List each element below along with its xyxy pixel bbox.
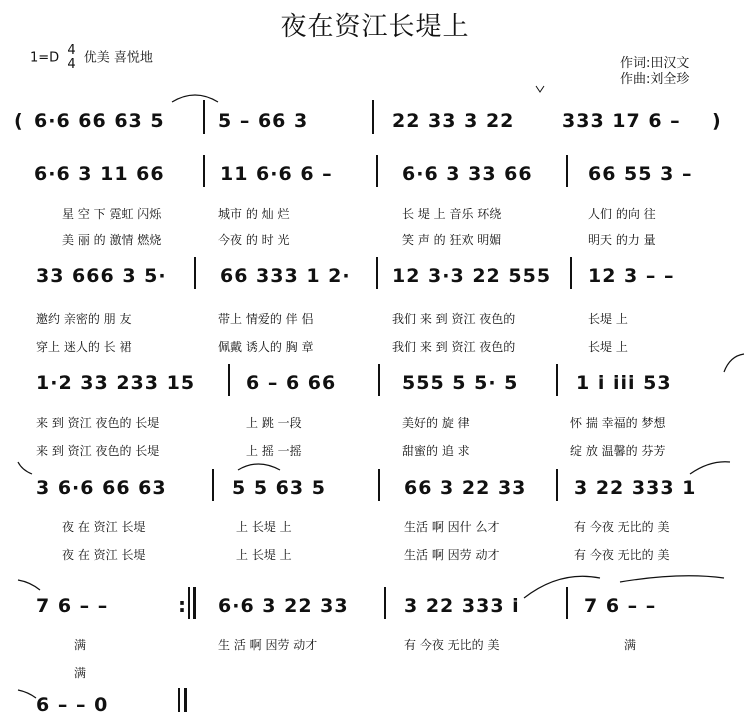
lyric-line: 我们 来 到 资江 夜色的 <box>392 312 516 326</box>
key-label: 1=D <box>30 50 60 66</box>
slur <box>18 462 32 474</box>
slur <box>238 464 280 470</box>
measure-group: 66 55 3 – <box>588 163 693 185</box>
measure-group: 7 6 – – <box>36 595 109 617</box>
slur <box>690 462 730 474</box>
lyric-line: 甜蜜的 追 求 <box>402 444 470 458</box>
measure-group: 1·2 33 233 15 <box>36 372 196 394</box>
lyric-line: 长堤 上 <box>588 312 628 326</box>
lyric-line: 有 今夜 无比的 美 <box>404 638 500 652</box>
lyric-line: 美 丽 的 激情 燃烧 <box>62 233 162 247</box>
lyric-line: 上 跳 一段 <box>246 416 302 430</box>
lyric-line: 有 今夜 无比的 美 <box>574 548 670 562</box>
lyric-line: 邀约 亲密的 朋 友 <box>36 312 132 326</box>
measure-group: 11 6·6 6 – <box>220 163 333 185</box>
lyric-line: 上 摇 一摇 <box>246 444 302 458</box>
measure-group: 6·6 3 22 33 <box>218 595 349 617</box>
repeat-open-paren: ( <box>14 110 24 132</box>
measure-group: 555 5 5· 5 <box>402 372 519 394</box>
slur <box>172 95 218 102</box>
lyric-line: 城市 的 灿 烂 <box>218 207 290 221</box>
song-title: 夜在资江长堤上 <box>280 12 470 42</box>
lyric-line: 我们 来 到 资江 夜色的 <box>392 340 516 354</box>
measure-group: 12 3 – – <box>588 265 675 287</box>
measure-group: 22 33 3 22 <box>392 110 515 132</box>
slur <box>724 354 744 372</box>
lyric-line: 生活 啊 因劳 动才 <box>404 548 500 562</box>
lyric-line: 有 今夜 无比的 美 <box>574 520 670 534</box>
measure-group: 6 – 6 66 <box>246 372 337 394</box>
lyric-line: 怀 揣 幸福的 梦想 <box>570 416 666 430</box>
measure-group: 12 3·3 22 555 <box>392 265 552 287</box>
lyric-line: 夜 在 资江 长堤 <box>62 520 146 534</box>
repeat-dots: : <box>178 593 186 617</box>
lyric-line: 生活 啊 因什 么才 <box>404 520 500 534</box>
measure-group: 6 – – 0 <box>36 694 109 716</box>
lyric-line: 夜 在 资江 长堤 <box>62 548 146 562</box>
measure-group: 3 22 333 i <box>404 595 520 617</box>
measure-group: 1 i iii 53 <box>576 372 672 394</box>
lyric-line: 绽 放 温馨的 芬芳 <box>570 444 666 458</box>
lyric-line: 满 <box>74 666 87 680</box>
lyric-line: 满 <box>624 638 637 652</box>
lyric-line: 长堤 上 <box>588 340 628 354</box>
slur <box>620 576 724 582</box>
measure-group: 66 3 22 33 <box>404 477 527 499</box>
measure-group: 3 6·6 66 63 <box>36 477 167 499</box>
lyric-line: 满 <box>74 638 87 652</box>
lyric-line: 星 空 下 霓虹 闪烁 <box>62 207 162 221</box>
measure-group: 333 17 6 – <box>562 110 681 132</box>
measure-group: 5 5 63 5 <box>232 477 326 499</box>
lyric-line: 长 堤 上 音乐 环绕 <box>402 207 502 221</box>
slur <box>524 576 600 598</box>
measure-group: 66 333 1 2· <box>220 265 351 287</box>
lyric-line: 带上 情爱的 伴 侣 <box>218 312 314 326</box>
lyric-line: 笑 声 的 狂欢 明媚 <box>402 233 502 247</box>
tempo-marking: 优美 喜悦地 <box>83 50 153 66</box>
lyric-line: 佩戴 诱人的 胸 章 <box>218 340 314 354</box>
time-signature: 4 4 <box>67 43 76 72</box>
measure-group: 33 666 3 5· <box>36 265 167 287</box>
composer-credit: 作曲:刘全珍 <box>620 72 690 87</box>
slur <box>18 580 40 590</box>
measure-group: 6·6 3 11 66 <box>34 163 165 185</box>
measure-group: 7 6 – – <box>584 595 657 617</box>
measure-group: 5 – 66 3 <box>218 110 309 132</box>
lyric-line: 上 长堤 上 <box>236 520 292 534</box>
measure-group: 6·6 3 33 66 <box>402 163 533 185</box>
lyric-line: 美好的 旋 律 <box>402 416 470 430</box>
lyric-line: 明天 的力 量 <box>588 233 656 247</box>
lyricist-credit: 作词:田汉文 <box>620 56 690 71</box>
repeat-close-paren: ) <box>712 110 722 132</box>
lyric-line: 来 到 资江 夜色的 长堤 <box>36 416 160 430</box>
breath-mark-icon <box>536 86 544 92</box>
lyric-line: 穿上 迷人的 长 裙 <box>36 340 132 354</box>
measure-group: 6·6 66 63 5 <box>34 110 165 132</box>
lyric-line: 今夜 的 时 光 <box>218 233 290 247</box>
lyric-line: 上 长堤 上 <box>236 548 292 562</box>
slur <box>18 690 36 698</box>
lyric-line: 人们 的向 往 <box>588 207 656 221</box>
lyric-line: 生 活 啊 因劳 动才 <box>218 638 318 652</box>
lyric-line: 来 到 资江 夜色的 长堤 <box>36 444 160 458</box>
measure-group: 3 22 333 1 <box>574 477 697 499</box>
